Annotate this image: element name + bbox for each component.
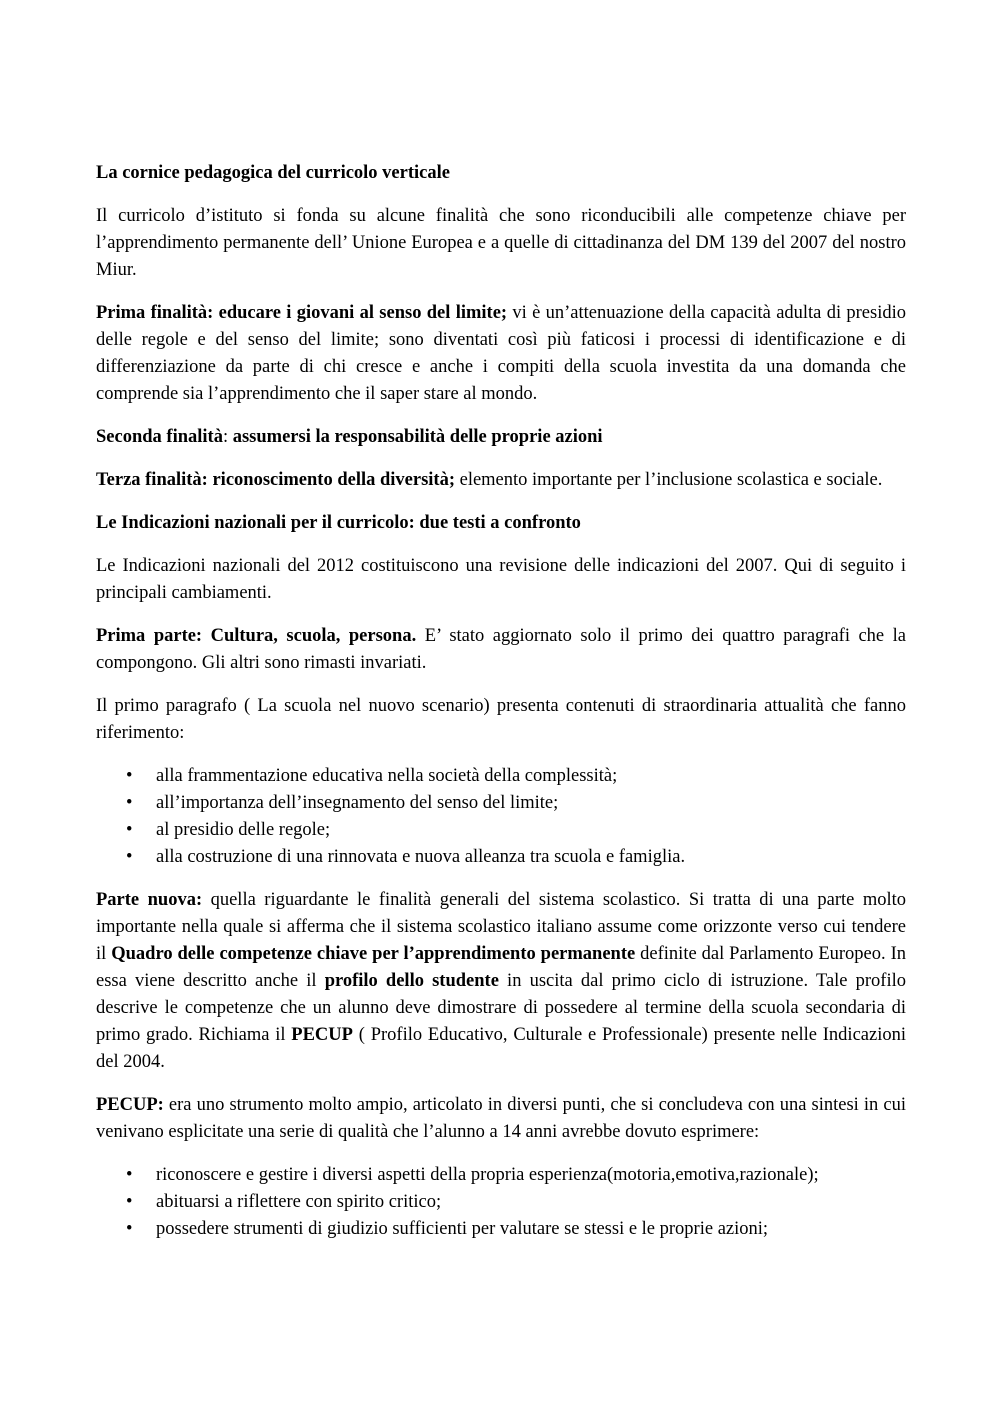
section-heading: Le Indicazioni nazionali per il curricolo: due testi a confronto [96, 513, 581, 533]
bullet-icon: • [126, 793, 133, 813]
bold-label: Prima parte: Cultura, scuola, persona. [96, 626, 417, 646]
bullet-list-riferimenti [96, 763, 906, 871]
section-heading: La cornice pedagogica del curricolo verticale [96, 163, 450, 183]
paragraph-terza-finalita [96, 467, 906, 494]
list-item: • alla frammentazione educativa nella società della complessità; [96, 763, 906, 790]
list-item: • riconoscere e gestire i diversi aspetti della propria esperienza(motoria,emotiva,razionale); [96, 1162, 906, 1189]
paragraph-prima-parte [96, 623, 906, 677]
bold-label: Seconda finalità [96, 427, 223, 447]
document-page [96, 160, 906, 1259]
bullet-icon: • [126, 1192, 133, 1212]
paragraph-text: era uno strumento molto ampio, articolato in diversi punti, che si concludeva con una sintesi in cui venivano esplicitate una serie di qualità che l’alunno a 14 anni avrebbe dovuto esprimere: [96, 1095, 906, 1142]
paragraph-intro: Il curricolo d’istituto si fonda su alcune finalità che sono riconducibili alle competenze chiave per l’apprendimento permanente dell’ Unione Europea e a quelle di cittadinanza del DM 139 del 2007 del nostro Miur. [96, 206, 906, 280]
paragraph-seconda-finalita [96, 424, 906, 451]
bold-label: Quadro delle competenze chiave per l’apprendimento permanente [111, 944, 636, 964]
bullet-icon: • [126, 820, 133, 840]
list-item: • al presidio delle regole; [96, 817, 906, 844]
list-item: • abituarsi a riflettere con spirito critico; [96, 1189, 906, 1216]
list-item: • all’importanza dell’insegnamento del senso del limite; [96, 790, 906, 817]
paragraph-indicazioni: Le Indicazioni nazionali del 2012 costituiscono una revisione delle indicazioni del 2007. Qui di seguito i principali cambiamenti. [96, 556, 906, 603]
paragraph-primo-paragrafo: Il primo paragrafo ( La scuola nel nuovo scenario) presenta contenuti di straordinaria attualità che fanno riferimento: [96, 696, 906, 743]
paragraph-text: : [222, 427, 233, 447]
bold-label: profilo dello studente [324, 971, 499, 991]
bullet-icon: • [126, 847, 133, 867]
list-item: • possedere strumenti di giudizio sufficienti per valutare se stessi e le proprie azioni; [96, 1216, 906, 1243]
bullet-icon: • [126, 1219, 133, 1239]
bold-label: PECUP [291, 1025, 353, 1045]
bold-label: Parte nuova: [96, 890, 203, 910]
paragraph-parte-nuova: Parte nuova: quella riguardante le finalità generali del sistema scolastico. Si tratta di una parte molto importante nella quale si afferma che il sistema scolastico italiano assume come orizzonte verso cui tendere il Quadro delle competenze chiave per l’apprendimento permanente definite dal Parlamento Europeo. In essa viene descritto anche il profilo dello studente in uscita dal primo ciclo di istruzione. Tale profilo descrive le competenze che un alunno deve dimostrare di possedere al termine della scuola secondaria di primo grado. Richiama il PECUP ( Profilo Educativo, Culturale e Professionale) presente nelle Indicazioni del 2004. [96, 890, 907, 1072]
bold-label: Terza finalità: riconoscimento della diversità; [96, 470, 455, 490]
bullet-icon: • [126, 1165, 133, 1185]
paragraph-text: vi è un’attenuazione della capacità adulta di presidio delle regole e del senso del limite; sono diventati così più faticosi i processi di identificazione e di differenziazione da parte di chi cresce e anche i compiti della scuola investita da una domanda che comprende sia l’apprendimento che il saper stare al mondo. [96, 303, 906, 404]
paragraph-prima-finalita [96, 300, 906, 408]
bold-label: Prima finalità: educare i giovani al senso del limite; [96, 303, 508, 323]
paragraph-text: E’ stato aggiornato solo il primo dei quattro paragrafi che la compongono. Gli altri sono rimasti invariati. [96, 626, 907, 673]
list-item: • alla costruzione di una rinnovata e nuova alleanza tra scuola e famiglia. [96, 844, 906, 871]
bullet-list-qualita [96, 1162, 906, 1243]
bold-label: assumersi la responsabilità delle proprie azioni [232, 427, 603, 447]
bullet-icon: • [126, 766, 133, 786]
paragraph-pecup [96, 1092, 906, 1146]
bold-label: PECUP: [96, 1095, 164, 1115]
paragraph-text: elemento importante per l’inclusione scolastica e sociale. [454, 470, 883, 490]
